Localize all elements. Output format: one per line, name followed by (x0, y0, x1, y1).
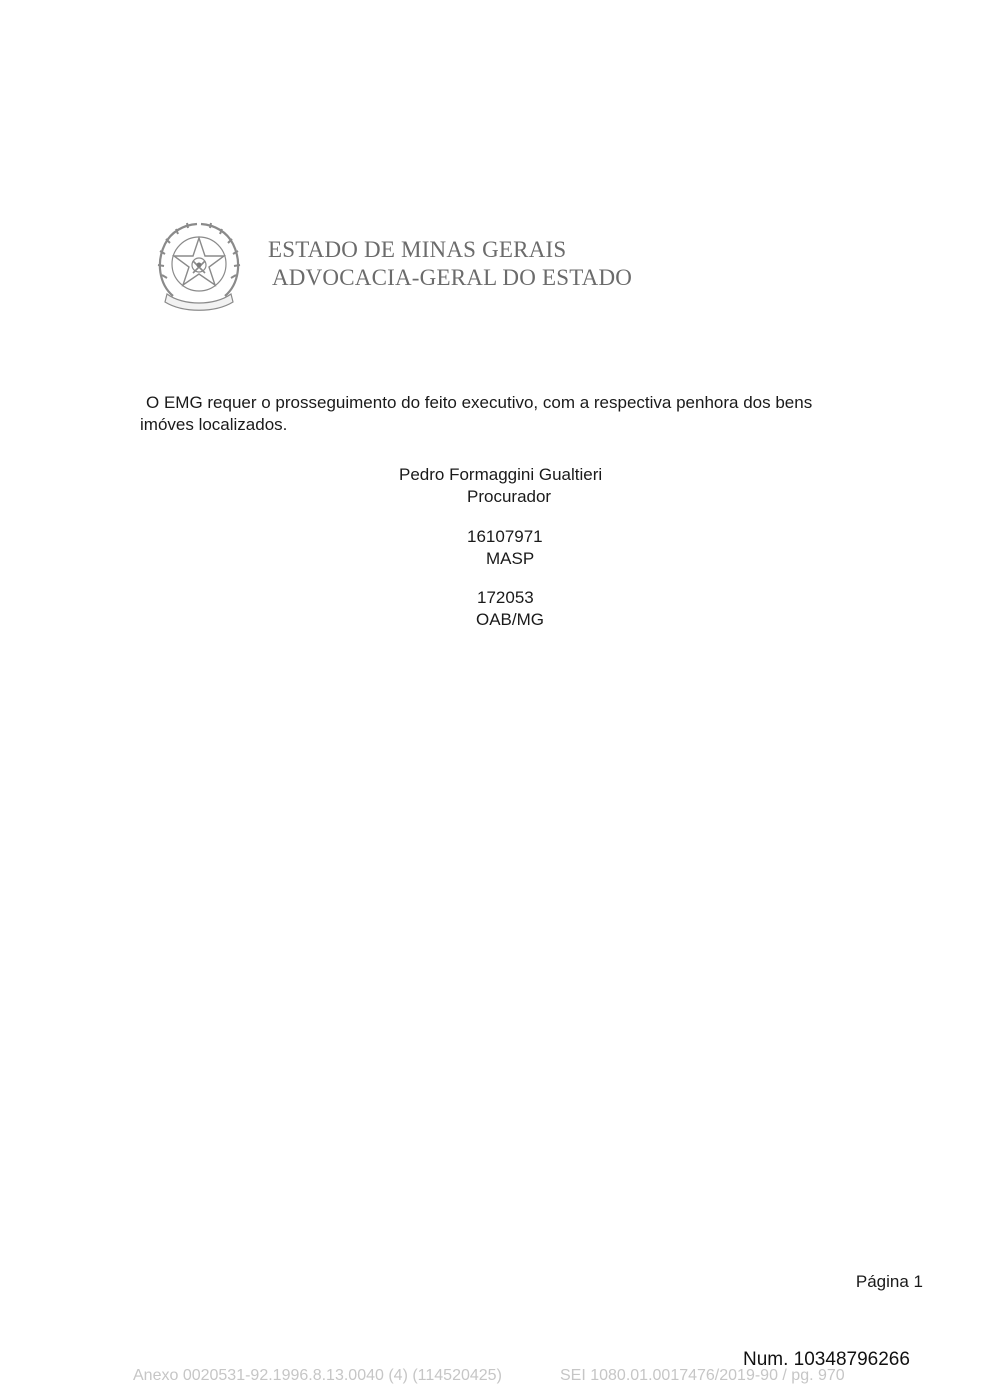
signer-name: Pedro Formaggini Gualtieri (399, 465, 603, 484)
document-number: Num. 10348796266 (743, 1349, 910, 1370)
masp-number: 16107971 (467, 527, 543, 546)
oab-label: OAB/MG (476, 610, 545, 629)
letterhead-state-name: ESTADO DE MINAS GERAIS (268, 237, 567, 262)
masp-label: MASP (486, 549, 535, 568)
sei-reference: SEI 1080.01.0017476/2019-90 / pg. 970 (560, 1367, 845, 1384)
petition-text-line-1: O EMG requer o prosseguimento do feito executivo, com a respectiva penhora dos bens (146, 393, 813, 412)
oab-number: 172053 (477, 588, 534, 607)
state-seal-logo (153, 218, 245, 312)
annex-reference: Anexo 0020531-92.1996.8.13.0040 (4) (114520425) (133, 1367, 502, 1384)
petition-text-line-2: imóves localizados. (140, 415, 288, 434)
petition-text (140, 392, 880, 436)
letterhead-agency-name: ADVOCACIA-GERAL DO ESTADO (272, 265, 633, 290)
letterhead (268, 236, 632, 292)
page-number: Página 1 (855, 1272, 923, 1291)
signer-role: Procurador (467, 487, 552, 506)
